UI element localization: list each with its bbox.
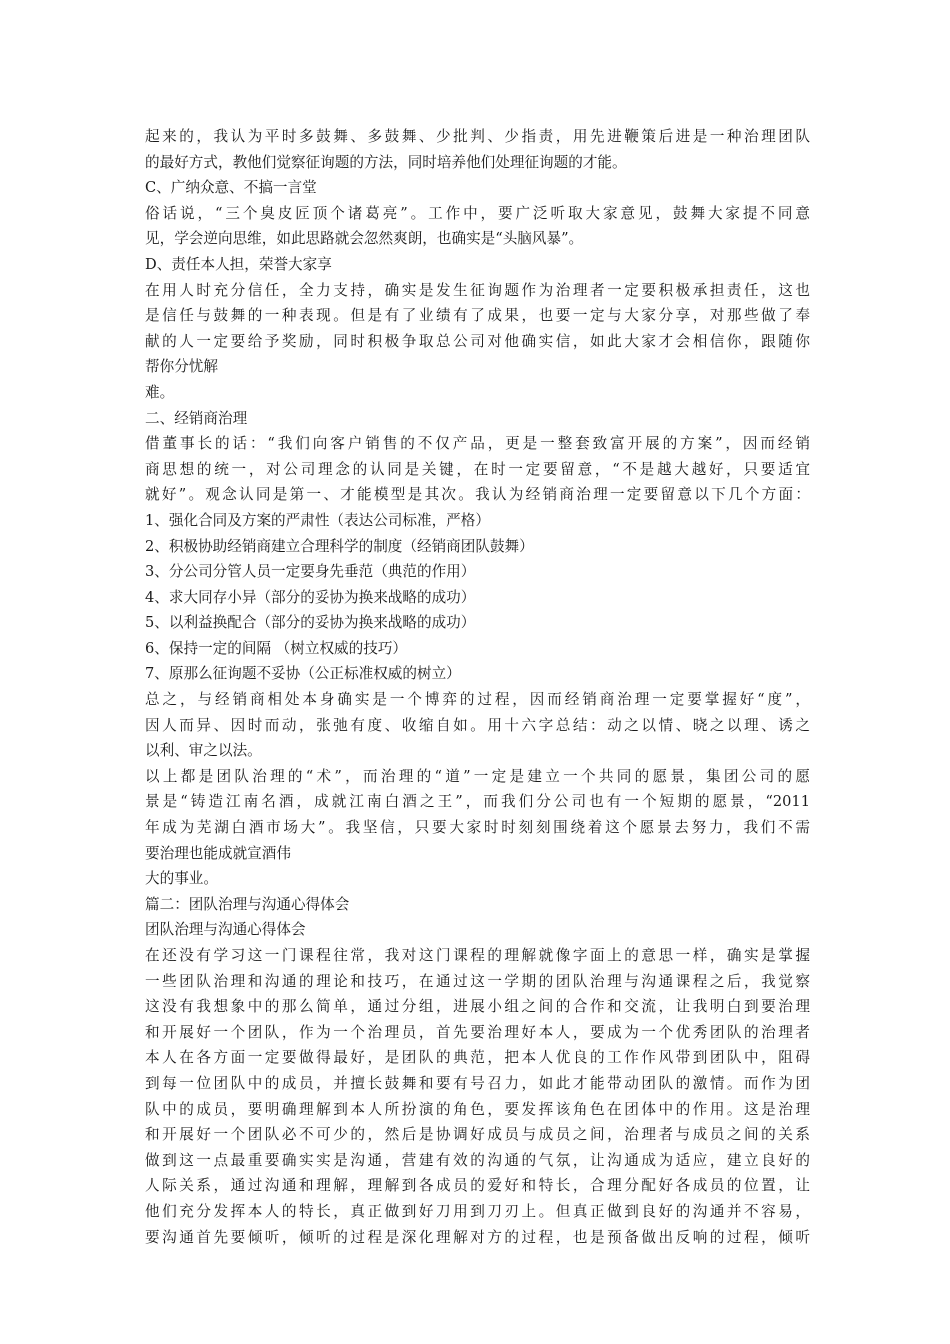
- text-line: C、广纳众意、不搞一言堂: [145, 179, 317, 197]
- text-line: 队中的成员，要明确理解到本人所扮演的角色，要发挥该角色在团体中的作用。这是治理: [145, 1100, 810, 1118]
- text-line: 年成为芜湖白酒市场大”。我坚信，只要大家时时刻刻围绕着这个愿景去努力，我们不需: [145, 819, 810, 837]
- text-line: 团队治理与沟通心得体会: [145, 921, 306, 939]
- text-line: 要治理也能成就宣酒伟: [145, 844, 291, 862]
- text-line: 4、求大同存小异（部分的妥协为换来战略的成功）: [145, 588, 476, 606]
- text-line: 俗话说，“三个臭皮匠顶个诸葛亮”。工作中，要广泛听取大家意见，鼓舞大家提不同意: [145, 204, 810, 222]
- text-line: 是信任与鼓舞的一种表现。但是有了业绩有了成果，也要一定与大家分享，对那些做了奉: [145, 307, 810, 325]
- text-line: 在还没有学习这一门课程往常，我对这门课程的理解就像字面上的意思一样，确实是掌握: [145, 947, 810, 964]
- text-line: 的最好方式，教他们觉察征询题的方法，同时培养他们处理征询题的才能。: [145, 153, 627, 171]
- text-line: 帮你分忧解: [145, 358, 218, 376]
- text-line: 这没有我想象中的那么简单，通过分组，进展小组之间的合作和交流，让我明白到要治理: [145, 998, 810, 1016]
- text-line: 本人在各方面一定要做得最好，是团队的典范，把本人优良的工作作风带到团队中，阻碍: [145, 1049, 810, 1067]
- document-page: [145, 124, 810, 1250]
- text-line: 7、原那么征询题不妥协（公正标准权威的树立）: [145, 665, 461, 683]
- text-line: 人际关系，通过沟通和理解，理解到各成员的爱好和特长，合理分配好各成员的位置，让: [145, 1177, 810, 1195]
- text-line: 一些团队治理和沟通的理论和技巧，在通过这一学期的团队治理与沟通课程之后，我觉察: [145, 972, 810, 990]
- text-line: 5、以利益换配合（部分的妥协为换来战略的成功）: [145, 614, 476, 632]
- text-line: 3、分公司分管人员一定要身先垂范（典范的作用）: [145, 563, 476, 581]
- text-line: 献的人一定要给予奖励，同时积极争取总公司对他确实信，如此大家才会相信你，跟随你: [145, 332, 810, 350]
- text-line: 总之，与经销商相处本身确实是一个博弈的过程，因而经销商治理一定要掌握好“度”，: [145, 691, 810, 709]
- text-line: 要沟通首先要倾听，倾听的过程是深化理解对方的过程，也是预备做出反响的过程，倾听: [145, 1228, 810, 1246]
- text-line: 2、积极协助经销商建立合理科学的制度（经销商团队鼓舞）: [145, 537, 534, 555]
- text-line: 做到这一点最重要确实实是沟通，营建有效的沟通的气氛，让沟通成为适应，建立良好的: [145, 1151, 810, 1169]
- text-line: 二、经销商治理: [145, 409, 248, 427]
- text-line: 难。: [145, 383, 175, 401]
- text-line: 以上都是团队治理的“术”，而治理的“道”一定是建立一个共同的愿景，集团公司的愿: [145, 767, 810, 785]
- text-line: 和开展好一个团队必不可少的，然后是协调好成员与成员之间，治理者与成员之间的关系: [145, 1126, 810, 1144]
- text-line: 大的事业。: [145, 870, 218, 888]
- text-line: 以利、审之以法。: [145, 742, 262, 760]
- text-line: 就好”。观念认同是第一、才能模型是其次。我认为经销商治理一定要留意以下几个方面：: [145, 486, 810, 504]
- text-line: 6、保持一定的间隔 （树立权威的技巧）: [145, 639, 408, 657]
- text-line: 篇二：团队治理与沟通心得体会: [145, 895, 350, 913]
- text-line: 他们充分发挥本人的特长，真正做到好刀用到刀刃上。但真正做到良好的沟通并不容易，: [145, 1202, 810, 1220]
- text-line: 起来的，我认为平时多鼓舞、多鼓舞、少批判、少指责，用先进鞭策后进是一种治理团队: [145, 128, 810, 145]
- text-line: 借董事长的话：“我们向客户销售的不仅产品，更是一整套致富开展的方案”，因而经销: [145, 435, 810, 453]
- text-line: 景是“铸造江南名酒，成就江南白酒之王”，而我们分公司也有一个短期的愿景，“2011: [145, 793, 810, 811]
- text-line: 见，学会逆向思维，如此思路就会忽然爽朗，也确实是“头脑风暴”。: [145, 230, 584, 248]
- text-line: D、责任本人担，荣誉大家享: [145, 255, 332, 273]
- text-line: 在用人时充分信任，全力支持，确实是发生征询题作为治理者一定要积极承担责任，这也: [145, 281, 810, 299]
- text-line: 商思想的统一，对公司理念的认同是关键，在时一定要留意，“不是越大越好，只要适宜: [145, 460, 810, 478]
- text-line: 和开展好一个团队，作为一个治理员，首先要治理好本人，要成为一个优秀团队的治理者: [145, 1023, 810, 1041]
- text-line: 1、强化合同及方案的严肃性（表达公司标准，严格）: [145, 511, 490, 529]
- text-line: 到每一位团队中的成员，并擅长鼓舞和要有号召力，如此才能带动团队的激情。而作为团: [145, 1074, 810, 1092]
- text-line: 因人而异、因时而动，张弛有度、收缩自如。用十六字总结：动之以情、晓之以理、诱之: [145, 716, 810, 734]
